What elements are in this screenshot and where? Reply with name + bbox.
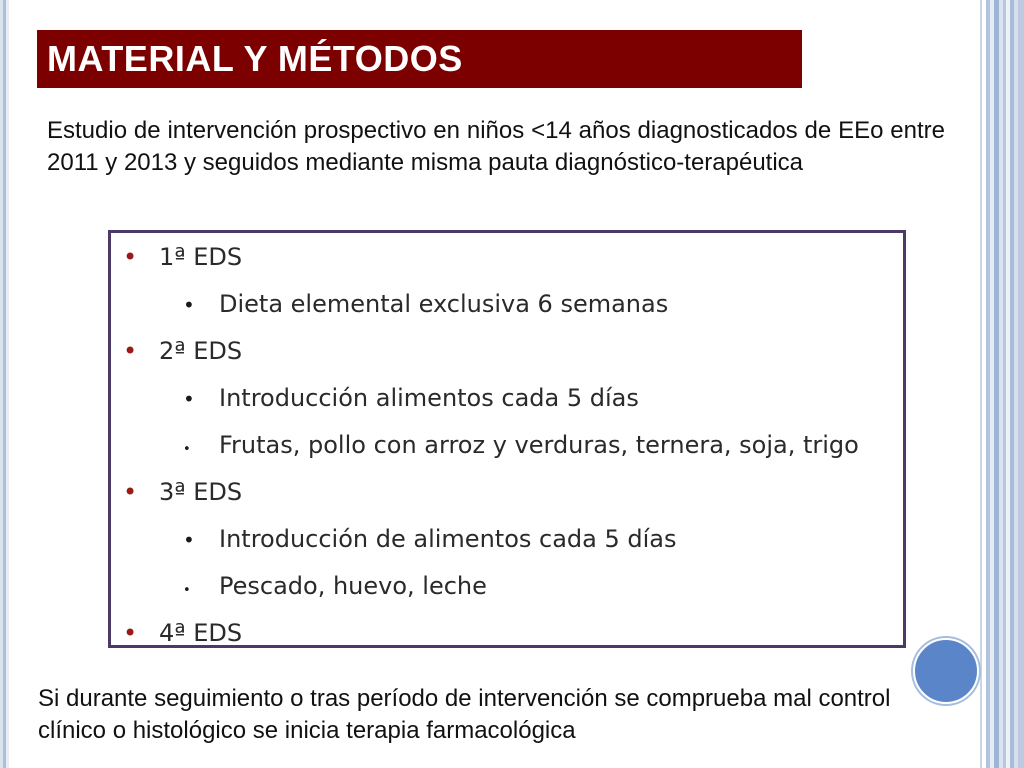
list-item-text: 3ª EDS [159, 478, 243, 506]
bullet-icon: • [183, 387, 195, 411]
list-item [123, 243, 242, 271]
list-item-text: Introducción alimentos cada 5 días [219, 384, 639, 412]
bullet-icon: • [123, 478, 138, 506]
list-item [123, 478, 242, 506]
list-item-text: Introducción de alimentos cada 5 días [219, 525, 677, 553]
list-item [183, 525, 677, 553]
list-item [183, 431, 859, 459]
list-item [183, 384, 639, 412]
list-item-text: 2ª EDS [159, 337, 243, 365]
slide-title: MATERIAL Y MÉTODOS [47, 38, 463, 79]
bullet-icon: • [123, 243, 138, 271]
list-item-text: Dieta elemental exclusiva 6 semanas [219, 290, 669, 318]
list-item-text: 1ª EDS [159, 243, 243, 271]
bullet-icon: • [183, 583, 191, 598]
bullet-icon: • [183, 293, 195, 317]
list-item-text: 4ª EDS [159, 619, 243, 647]
footer-paragraph: Si durante seguimiento o tras período de intervención se comprueba mal control clínico o histológico se inicia terapia farmacológica [38, 685, 891, 744]
list-item [123, 337, 242, 365]
left-decorative-stripe [0, 0, 9, 768]
title-banner [37, 30, 802, 88]
list-item-text: Pescado, huevo, leche [219, 572, 487, 600]
list-item [183, 572, 487, 600]
protocol-box [108, 230, 906, 648]
bullet-icon: • [123, 619, 138, 647]
bullet-icon: • [183, 528, 195, 552]
intro-paragraph: Estudio de intervención prospectivo en niños <14 años diagnosticados de EEo entre 2011 y 2013 y seguidos mediante misma pauta diagnóstico-terapéutica [47, 117, 945, 176]
bullet-icon: • [183, 442, 191, 457]
list-item-text: Frutas, pollo con arroz y verduras, ternera, soja, trigo [219, 431, 859, 459]
right-decorative-stripes [976, 0, 1024, 768]
list-item [123, 619, 242, 647]
decorative-circle [913, 638, 979, 704]
list-item [183, 290, 668, 318]
bullet-icon: • [123, 337, 138, 365]
